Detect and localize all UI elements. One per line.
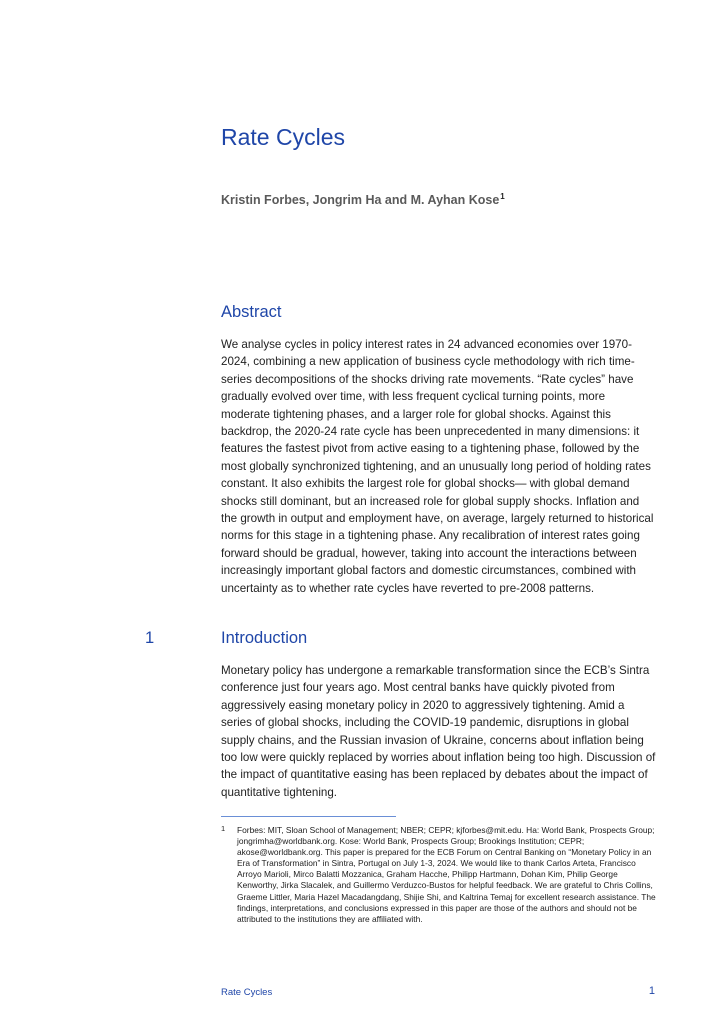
introduction-heading: Introduction xyxy=(221,629,308,647)
footnote-text: Forbes: MIT, Sloan School of Management; NBER; CEPR; kjforbes@mit.edu. Ha: World Bank, Prospects Group; jongrimha@worldbank.org. Kose: World Bank, Prospects Group; Brookings Institution; CEPR; akose@worldbank.org. This paper is prepared for the ECB Forum on Central Banking on “Monetary Policy in an Era of Transformation” in Sintra, Portugal on July 1-3, 2024. We would like to thank Carlos Arteta, Francisco Arroyo Marioli, Mirco Balatti Mozzanica, Graham Hacche, Philipp Hartmann, Dohan Kim, Philip George Kenworthy, Jirka Slacalek, and Guillermo Verduzco-Bustos for helpful feedback. We are grateful to Chris Collins, Graeme Littler, Maria Hazel Macadangdang, Shijie Shi, and Kaltrina Temaj for excellent research assistance. The findings, interpretations, and conclusions expressed in this paper are those of the authors and should not be attributed to the institutions they are affiliated with. xyxy=(237,825,656,924)
page-number: 1 xyxy=(648,985,655,997)
footnote-reference: 1 xyxy=(500,192,505,201)
footnote-divider xyxy=(221,816,396,817)
author-names: Kristin Forbes, Jongrim Ha and M. Ayhan Kose xyxy=(221,193,500,208)
paper-title: Rate Cycles xyxy=(221,124,345,150)
footnote-marker: 1 xyxy=(221,824,226,833)
abstract-heading: Abstract xyxy=(221,303,282,321)
section-number: 1 xyxy=(145,629,155,647)
abstract-text: We analyse cycles in policy interest rates in 24 advanced economies over 1970-2024, combining a new application of business cycle methodology with rich time-series decompositions of the shocks driving rate movements. “Rate cycles” have gradually evolved over time, with less frequent cyclical turning points, more moderate tightening phases, and a larger role for global shocks. Against this backdrop, the 2020-24 rate cycle has been unprecedented in many dimensions: it features the fastest pivot from active easing to a tightening phase, followed by the most globally synchronized tightening, and an unusually long period of holding rates constant. It also exhibits the largest role for global shocks— with global demand shocks still dominant, but an increased role for global supply shocks. Inflation and the growth in output and employment have, on average, largely returned to historical norms for this stage in a tightening phase. Any recalibration of interest rates going forward should be gradual, however, taking into account the interactions between increasingly important global factors and domestic circumstances, combined with uncertainty as to whether rate cycles have reverted to pre-2008 patterns. xyxy=(221,338,654,595)
author-list xyxy=(221,192,505,207)
introduction-text: Monetary policy has undergone a remarkable transformation since the ECB’s Sintra conference just four years ago. Most central banks have quickly pivoted from aggressively easing monetary policy in 2020 to aggressively tightening. Amid a series of global shocks, including the COVID-19 pandemic, disruptions in global supply chains, and the Russian invasion of Ukraine, concerns about inflation being too low were quickly replaced by worries about inflation being too high. Discussion of the impact of quantitative easing has been replaced by debates about the impact of quantitative tightening. xyxy=(221,664,656,799)
running-footer-title: Rate Cycles xyxy=(221,987,273,998)
